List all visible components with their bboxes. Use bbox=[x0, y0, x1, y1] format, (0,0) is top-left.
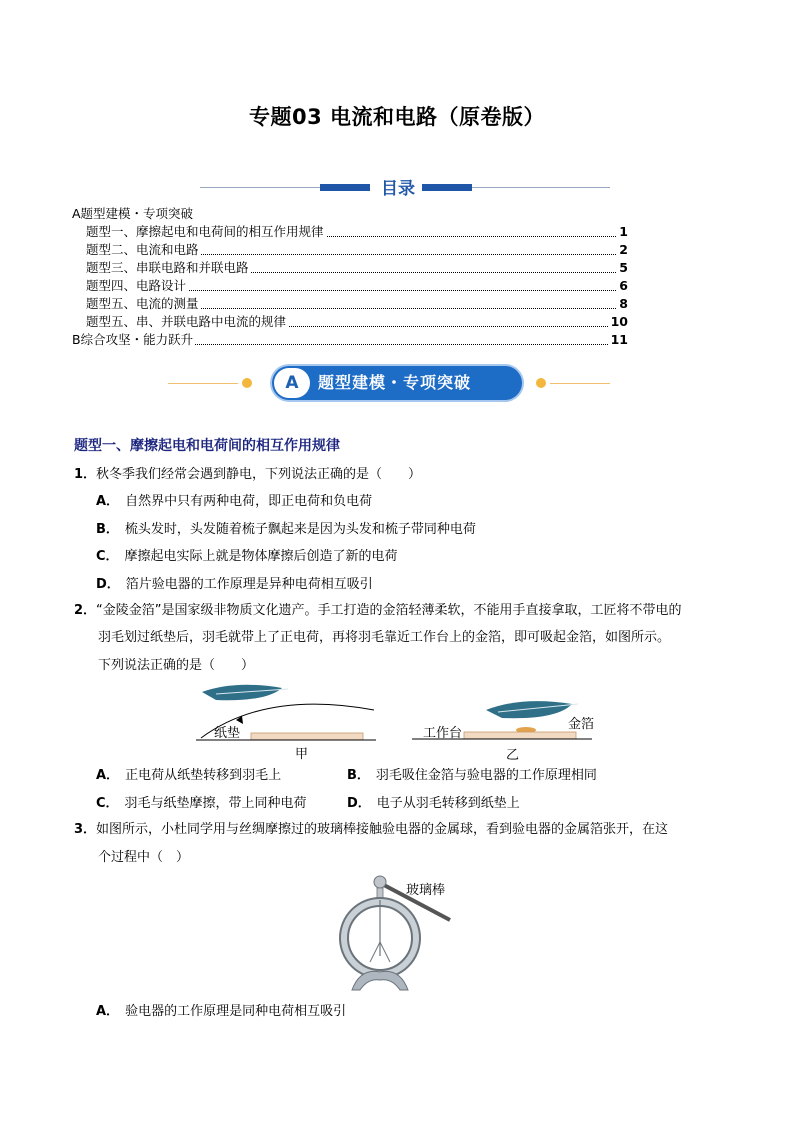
toc-entry-type4[interactable] bbox=[72, 277, 628, 295]
toc-entry-page: 1 bbox=[616, 223, 628, 241]
toc-entry-label: 题型四、电路设计 bbox=[86, 278, 187, 293]
option-letter: C． bbox=[96, 796, 119, 811]
feather-icon bbox=[486, 701, 572, 718]
toc-header-right-bar bbox=[422, 184, 472, 191]
toc-entry-b[interactable] bbox=[72, 331, 628, 349]
option-letter: A． bbox=[96, 1004, 120, 1019]
foil-left bbox=[370, 942, 380, 962]
page-title: 专题03 电流和电路（原卷版） bbox=[248, 105, 546, 129]
toc-entry-page: 8 bbox=[616, 295, 628, 313]
toc-header-left-bar bbox=[320, 184, 370, 191]
toc-entry-type1[interactable] bbox=[72, 223, 628, 241]
toc-header bbox=[200, 176, 610, 198]
option-letter: B． bbox=[96, 522, 119, 537]
metal-ball bbox=[374, 876, 386, 888]
toc-entry-page: 2 bbox=[616, 241, 628, 259]
label-paper-pad: 纸垫 bbox=[214, 726, 241, 741]
toc-entry-page: 5 bbox=[616, 259, 628, 277]
q1-option-d[interactable] bbox=[96, 575, 373, 595]
toc-entry-page: 6 bbox=[616, 277, 628, 295]
option-text: 自然界中只有两种电荷，即正电荷和负电荷 bbox=[125, 494, 373, 509]
option-letter: A． bbox=[96, 768, 120, 783]
foil-right bbox=[380, 942, 390, 962]
q2-option-a[interactable] bbox=[96, 766, 281, 786]
option-text: 箔片验电器的工作原理是异种电荷相互吸引 bbox=[125, 577, 373, 592]
band-pill bbox=[272, 366, 522, 400]
option-text: 验电器的工作原理是同种电荷相互吸引 bbox=[125, 1004, 347, 1019]
option-text: 正电荷从纸垫转移到羽毛上 bbox=[125, 768, 282, 783]
q2-option-b[interactable] bbox=[347, 766, 597, 786]
band-title: 题型建模・专项突破 bbox=[318, 373, 472, 392]
label-jia: 甲 bbox=[295, 747, 309, 762]
toc-entry-label: B综合攻坚・能力跃升 bbox=[72, 332, 194, 347]
toc-entry-type5[interactable] bbox=[72, 295, 628, 313]
figure-jia-feather-pad bbox=[196, 680, 376, 762]
q2-option-d[interactable] bbox=[347, 794, 520, 814]
option-text: 梳头发时，头发随着梳子飘起来是因为头发和梳子带同种电荷 bbox=[124, 522, 476, 537]
electroscope-stand bbox=[352, 971, 408, 990]
question-2-line3: 下列说法正确的是（ ） bbox=[98, 658, 255, 673]
question-stem-line: “金陵金箔”是国家级非物质文化遗产。手工打造的金箔轻薄柔软，不能用手直接拿取，工匠将不带电的 bbox=[96, 603, 682, 618]
question-3-line2: 个过程中（ ） bbox=[98, 850, 190, 865]
option-text: 电子从羽毛转移到纸垫上 bbox=[376, 796, 520, 811]
band-left-line bbox=[168, 383, 238, 384]
question-stem: 秋冬季我们经常会遇到静电，下列说法正确的是（ ） bbox=[96, 467, 422, 482]
toc-entry-label: 题型五、串、并联电路中电流的规律 bbox=[86, 314, 287, 329]
toc-header-left-rule bbox=[200, 187, 320, 188]
q1-option-c[interactable] bbox=[96, 547, 398, 567]
work-table bbox=[464, 732, 576, 739]
toc-entry-type6[interactable] bbox=[72, 313, 628, 331]
label-work-table: 工作台 bbox=[423, 726, 463, 741]
section-title: 题型一、摩擦起电和电荷间的相互作用规律 bbox=[74, 438, 340, 454]
band-left-dot bbox=[242, 378, 252, 388]
question-1 bbox=[74, 465, 724, 485]
label-glass-rod: 玻璃棒 bbox=[406, 883, 446, 898]
question-number: 1． bbox=[74, 467, 97, 482]
band-right-line bbox=[550, 383, 610, 384]
question-2-line2: 羽毛划过纸垫后，羽毛就带上了正电荷，再将羽毛靠近工作台上的金箔，即可吸起金箔，如图所示。 bbox=[98, 630, 671, 645]
toc-entry-page: 10 bbox=[608, 313, 628, 331]
paper-pad bbox=[251, 733, 363, 740]
option-letter: A． bbox=[96, 494, 120, 509]
option-letter: D． bbox=[96, 577, 120, 592]
toc-entry-label: 题型二、电流和电路 bbox=[86, 242, 199, 257]
option-letter: D． bbox=[347, 796, 371, 811]
table-of-contents bbox=[72, 205, 628, 349]
band-right-dot bbox=[536, 378, 546, 388]
toc-entry-label: 题型一、摩擦起电和电荷间的相互作用规律 bbox=[86, 224, 324, 239]
section-band bbox=[168, 365, 628, 403]
toc-entry-label: 题型五、电流的测量 bbox=[86, 296, 199, 311]
toc-header-title: 目录 bbox=[381, 179, 415, 199]
toc-entry-type3[interactable] bbox=[72, 259, 628, 277]
band-letter-badge: A bbox=[274, 368, 310, 398]
option-text: 摩擦起电实际上就是物体摩擦后创造了新的电荷 bbox=[124, 549, 398, 564]
question-3 bbox=[74, 820, 724, 840]
toc-entry-type2[interactable] bbox=[72, 241, 628, 259]
question-stem-line: 如图所示，小杜同学用与丝绸摩擦过的玻璃棒接触验电器的金属球，看到验电器的金属箔张开，在这 bbox=[96, 822, 669, 837]
label-gold-foil: 金箔 bbox=[568, 717, 595, 732]
option-letter: C． bbox=[96, 549, 119, 564]
question-2 bbox=[74, 601, 724, 621]
toc-entry-a[interactable] bbox=[72, 205, 628, 223]
question-number: 2． bbox=[74, 603, 97, 618]
q2-option-c[interactable] bbox=[96, 794, 307, 814]
toc-entry-page: 11 bbox=[608, 331, 628, 349]
label-yi: 乙 bbox=[506, 748, 520, 763]
toc-entry-label: 题型三、串联电路和并联电路 bbox=[86, 260, 249, 275]
option-text: 羽毛吸住金箔与验电器的工作原理相同 bbox=[375, 768, 597, 783]
q1-option-a[interactable] bbox=[96, 492, 372, 512]
question-number: 3． bbox=[74, 822, 97, 837]
option-text: 羽毛与纸垫摩擦，带上同种电荷 bbox=[124, 796, 307, 811]
toc-header-right-rule bbox=[472, 187, 610, 188]
q3-option-a[interactable] bbox=[96, 1002, 346, 1022]
toc-entry-label: A题型建模・专项突破 bbox=[72, 206, 194, 221]
q1-option-b[interactable] bbox=[96, 520, 476, 540]
option-letter: B． bbox=[347, 768, 370, 783]
